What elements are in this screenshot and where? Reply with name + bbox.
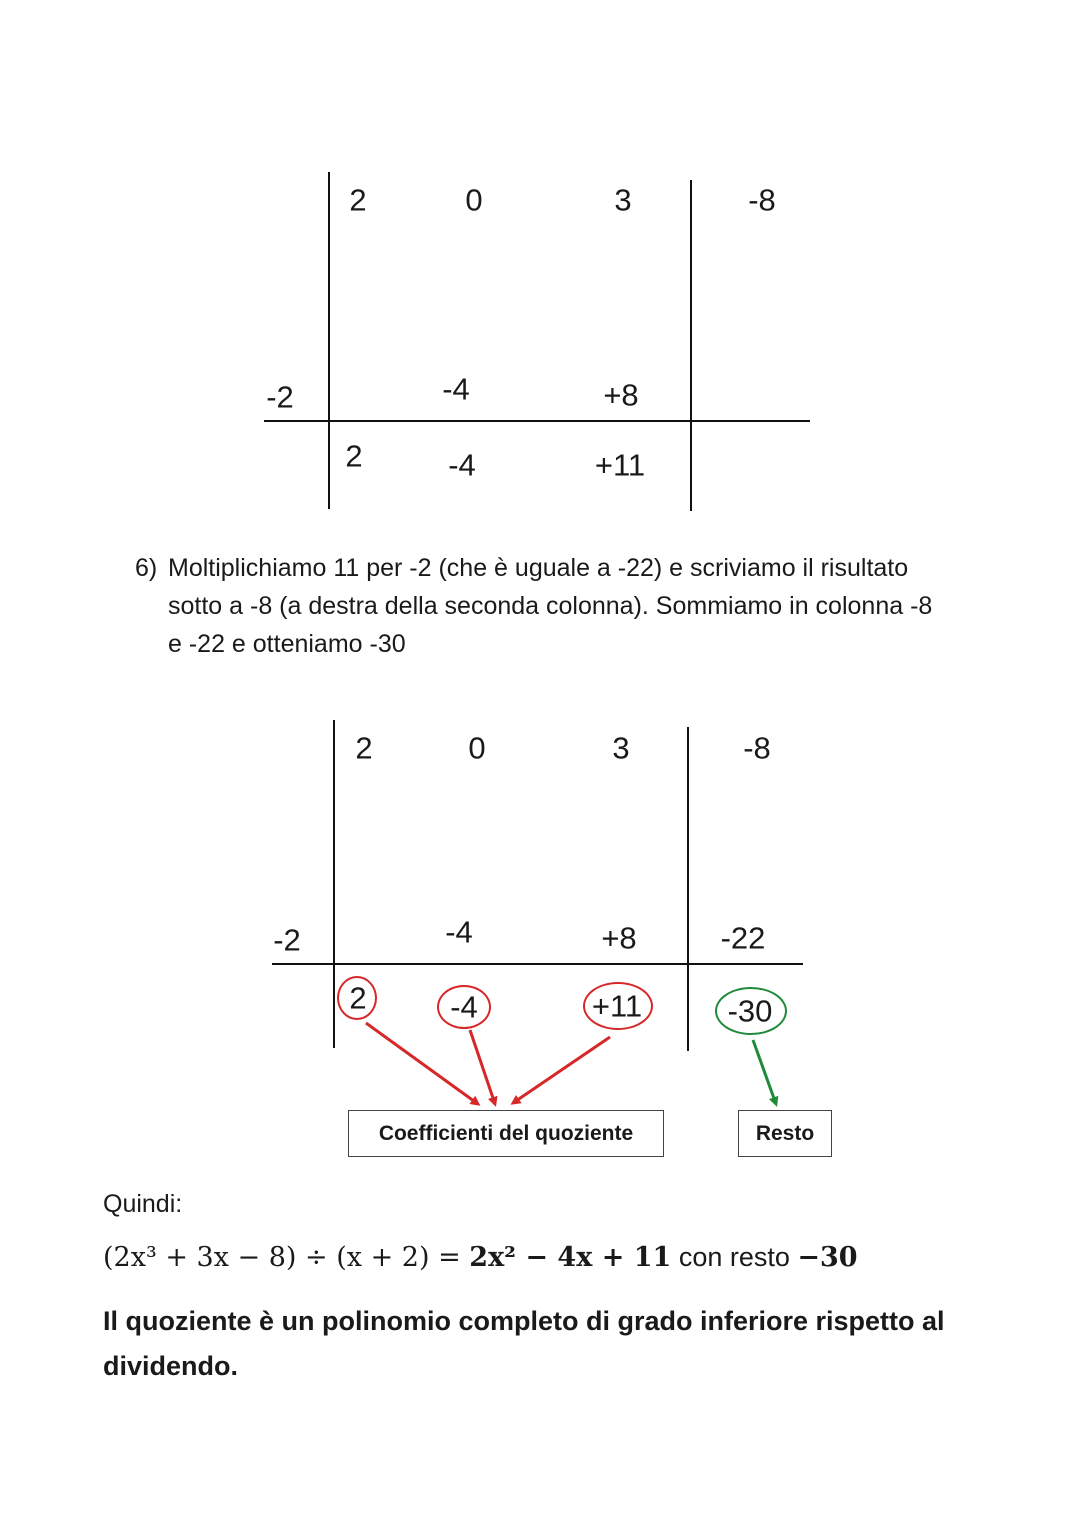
table2-result-3: +11 xyxy=(591,988,643,1024)
table1-result-1: 2 xyxy=(345,438,363,474)
arrow-result-1 xyxy=(366,1023,478,1104)
table2-product-1: -4 xyxy=(445,914,473,950)
quotient-coefficients-label: Coefficienti del quoziente xyxy=(348,1110,664,1157)
table1-coef-2: 0 xyxy=(465,182,483,218)
formula-quotient: 2x² − 4x + 11 xyxy=(469,1242,672,1273)
table1-result-2: -4 xyxy=(448,447,476,483)
step-6-line-2: sotto a -8 (a destra della seconda colonna). Sommiamo in colonna -8 xyxy=(168,592,933,620)
arrow-result-2 xyxy=(470,1030,495,1104)
table2-result-1: 2 xyxy=(349,980,367,1016)
table2-product-3: -22 xyxy=(720,920,766,956)
step-6-number: 6) xyxy=(135,554,158,582)
formula-division: (2x³ + 3x − 8) ÷ (x + 2) = xyxy=(103,1242,470,1273)
table2-coef-2: 0 xyxy=(468,730,486,766)
table2-product-2: +8 xyxy=(601,920,637,956)
table2-remainder: -30 xyxy=(727,993,773,1029)
conclusion-line-2: dividendo. xyxy=(103,1351,238,1381)
table2-coef-4: -8 xyxy=(743,730,771,766)
arrow-result-3 xyxy=(513,1037,610,1103)
table1-divisor: -2 xyxy=(266,379,294,415)
conclusion-line-1: Il quoziente è un polinomio completo di grado inferiore rispetto al xyxy=(103,1306,945,1336)
table2-coef-3: 3 xyxy=(612,730,630,766)
table2-coef-1: 2 xyxy=(355,730,373,766)
table1-product-1: -4 xyxy=(442,371,470,407)
arrow-remainder xyxy=(753,1040,776,1104)
step-6-line-3: e -22 e otteniamo -30 xyxy=(168,630,406,658)
table2-divisor: -2 xyxy=(273,922,301,958)
table1-coef-3: 3 xyxy=(614,182,632,218)
step-6-line-1: Moltiplichiamo 11 per -2 (che è uguale a -22) e scriviamo il risultato xyxy=(168,554,909,582)
table1-product-2: +8 xyxy=(603,377,639,413)
remainder-label: Resto xyxy=(738,1110,832,1157)
result-formula xyxy=(103,1242,858,1273)
formula-con-resto: con resto xyxy=(671,1242,798,1272)
formula-remainder: −30 xyxy=(797,1242,858,1273)
table1-coef-1: 2 xyxy=(349,182,367,218)
table1-result-3: +11 xyxy=(594,447,646,483)
quindi-label: Quindi: xyxy=(103,1190,183,1218)
table2-result-2: -4 xyxy=(450,989,478,1025)
table1-coef-4: -8 xyxy=(748,182,776,218)
